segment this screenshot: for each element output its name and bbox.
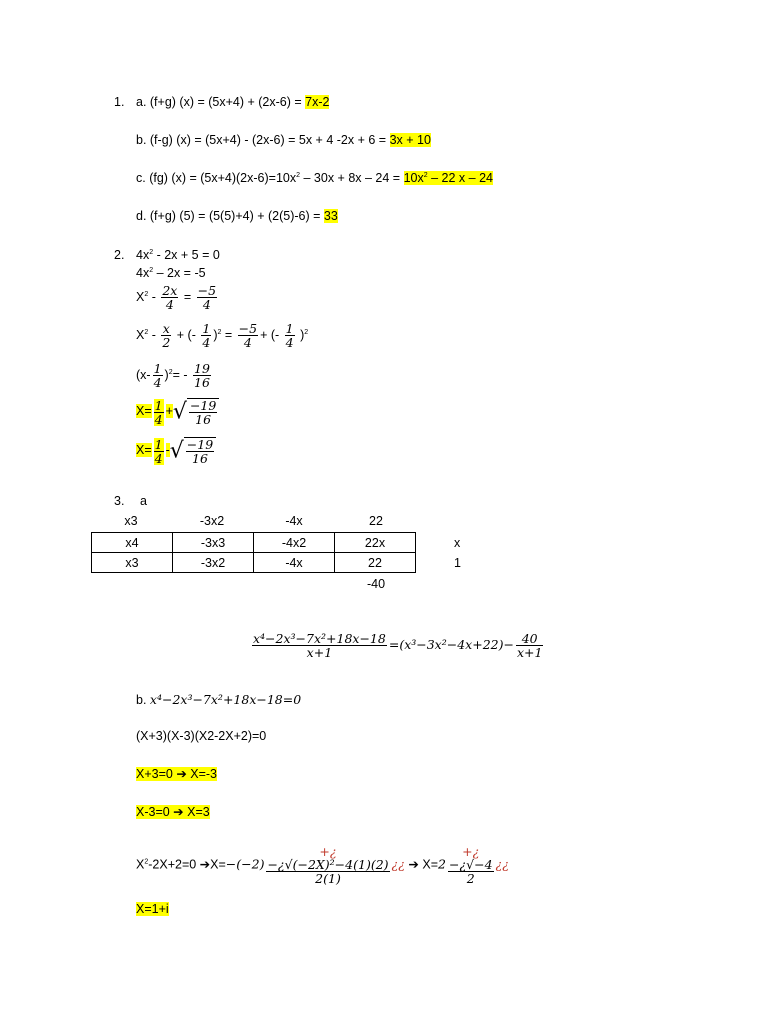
q3-solution-2: X-3=0 ➔ X=3 bbox=[136, 805, 210, 819]
table-cell: -3x2 bbox=[173, 553, 254, 573]
table-row bbox=[92, 533, 416, 553]
synthetic-top-cell: -4x bbox=[285, 514, 303, 528]
table-cell: -3x3 bbox=[173, 533, 254, 553]
q3-final-answer: X=1+i bbox=[136, 902, 169, 916]
table-row bbox=[92, 553, 416, 573]
q2-number: 2. bbox=[114, 248, 125, 262]
synthetic-top-cell: -3x2 bbox=[199, 514, 225, 528]
q3-number: 3. bbox=[114, 494, 125, 508]
division-result-equation: $\frac{\text{x⁴−2x³−7x²+18x−18}}{x+1}$ =(x³−3x²−4x+22)− $\frac{40}{x+1}$ bbox=[253, 631, 543, 660]
table-cell: x3 bbox=[92, 553, 173, 573]
q1-b: b. (f-g) (x) = (5x+4) - (2x-6) = 5x + 4 -2x + 6 = 3x + 10 bbox=[136, 133, 431, 147]
synthetic-top-cell: 22 bbox=[369, 514, 383, 528]
q2-line7: X= $\frac{1}{4}$ -√ $\frac{-19}{16}$ bbox=[136, 437, 216, 465]
synthetic-top-cell: x3 bbox=[124, 514, 138, 528]
q1-d-answer: 33 bbox=[323, 209, 338, 223]
synthetic-side-1: 1 bbox=[454, 556, 461, 570]
q1-c: c. (fg) $(x) = (5x+4)(2x-6)=10x^2 - 30x + 8x - 24 = 10x^2 - 22$ x – 24 bbox=[136, 171, 493, 185]
synthetic-side-x: x bbox=[454, 536, 461, 550]
q2-line1: $4x^2 - 2x + 5 = 0$ bbox=[136, 248, 220, 262]
q3-part-a: a bbox=[140, 494, 147, 508]
q2-line5: (x- $\frac{1}{4}$ )$^2$= - $\frac{19}{16}$ bbox=[136, 361, 210, 390]
q3-solution-1: X+3=0 ➔ X=-3 bbox=[136, 767, 218, 781]
table-cell: x4 bbox=[92, 533, 173, 553]
q1-a-answer: 7x-2 bbox=[305, 95, 330, 109]
q1-c-answer: $10x^2 - 22$ x – 24 bbox=[403, 171, 493, 185]
q2-line4: $X^2$ - $\frac{x}{2}$ + (- $\frac{1}{4}$ )$^2$ = $\frac{-5}{4}$ + (- $\frac{1}{4}$ )$^2$ bbox=[136, 321, 309, 350]
q1-a: a. (f+g) (x) = (5x+4) + (2x-6) = 7x-2 bbox=[136, 95, 330, 109]
q2-line2: $4x^2 - 2x = -5$ bbox=[136, 266, 206, 280]
table-cell: 22 bbox=[335, 553, 416, 573]
table-cell: -4x2 bbox=[254, 533, 335, 553]
q1-b-answer: 3x + 10 bbox=[389, 133, 431, 147]
table-cell: -4x bbox=[254, 553, 335, 573]
q3-b-equation: b. x⁴−2x³−7x²+18x−18=0 bbox=[136, 692, 302, 707]
q1-d: d. (f+g) (5) = (5(5)+4) + (2(5)-6) = 33 bbox=[136, 209, 338, 223]
quadratic-formula-line: $X^2-2X+2=0$ ➔X=−(−2) +¿ −¿√(−2X)²−4(1)(2) 2(1) ¿¿ ➔ X=2 +¿ −¿√−4 2 ¿¿ bbox=[136, 844, 509, 886]
q2-line6: X= $\frac{1}{4}$ +√ $\frac{-19}{16}$ bbox=[136, 398, 219, 426]
q2-line3: $X^2$ - $\frac{2x}{4}$ = $\frac{-5}{4}$ bbox=[136, 283, 217, 312]
table-cell: 22x bbox=[335, 533, 416, 553]
q3-factored: (X+3)(X-3)(X2-2X+2)=0 bbox=[136, 729, 267, 743]
synthetic-remainder: -40 bbox=[366, 577, 386, 591]
synthetic-division-table bbox=[91, 532, 416, 573]
q1-number: 1. bbox=[114, 95, 125, 109]
